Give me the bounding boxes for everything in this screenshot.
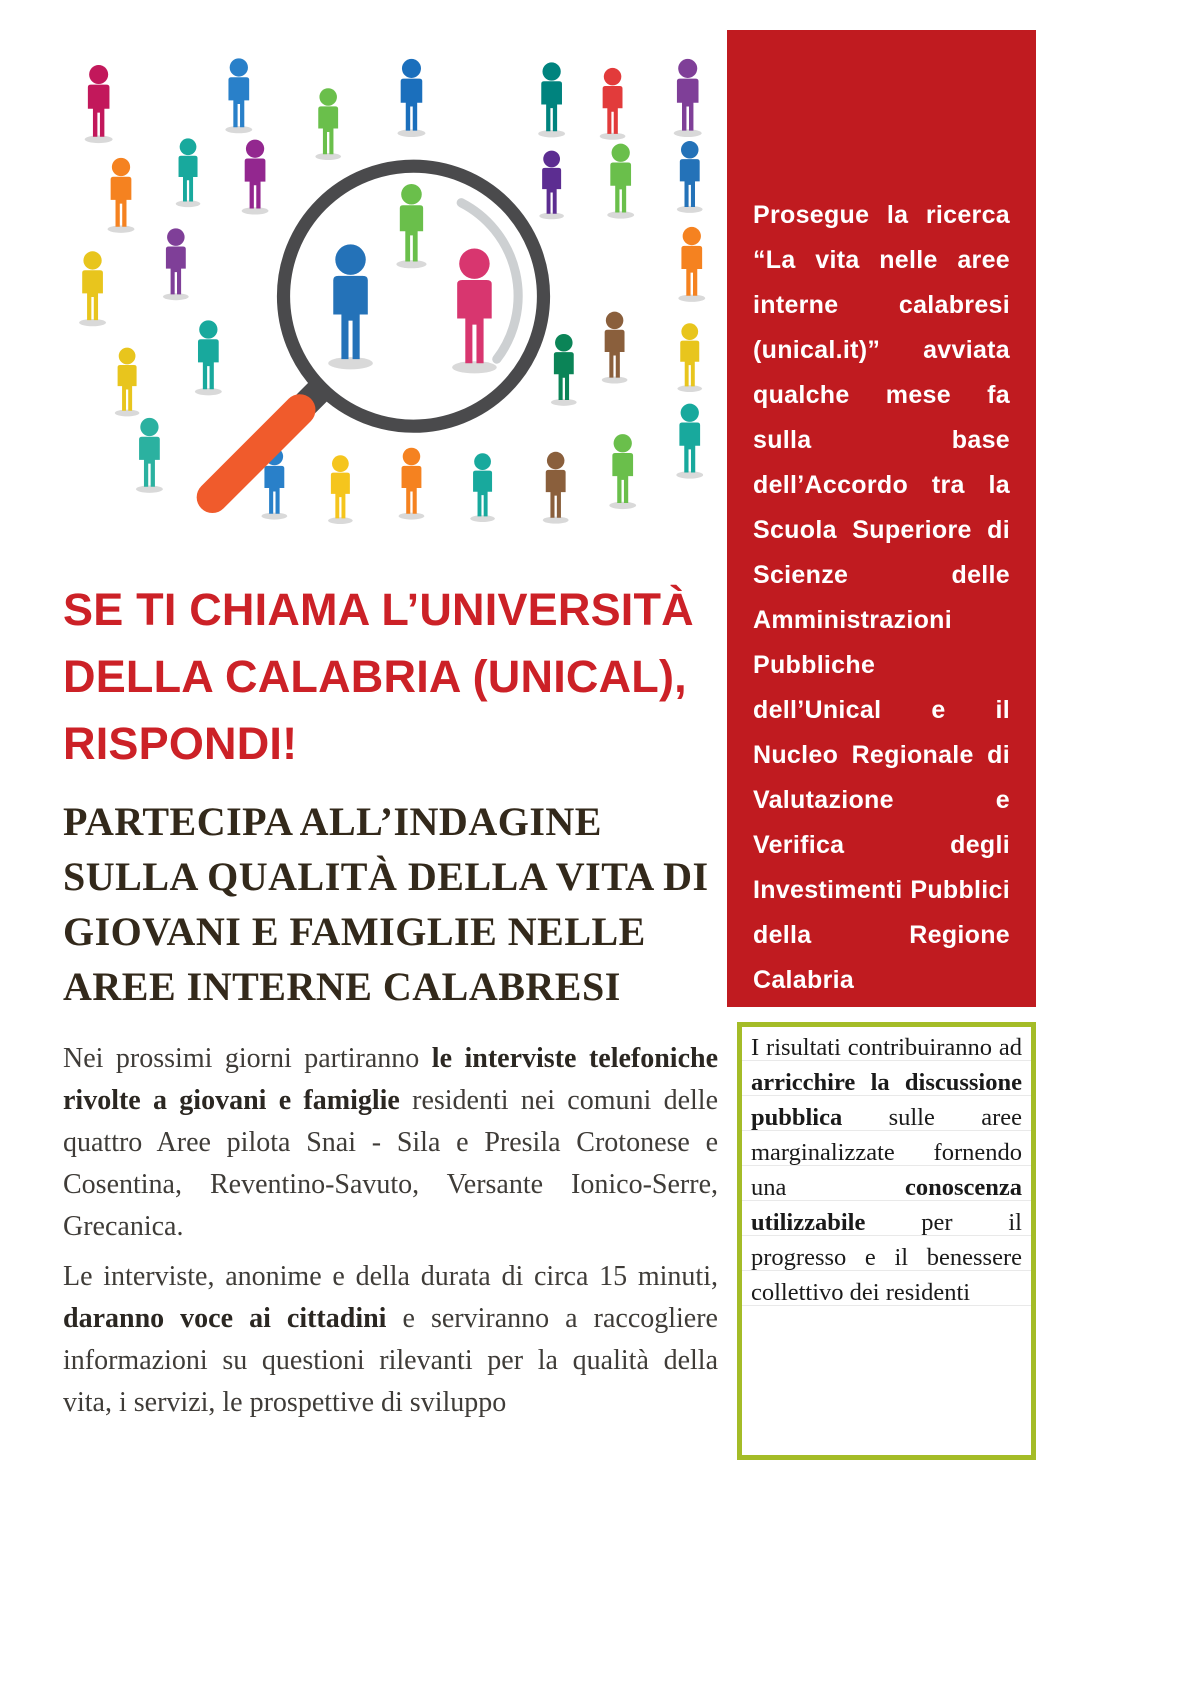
headline-red-line: SE TI CHIAMA L’UNIVERSITÀ — [63, 584, 694, 635]
person-figure-icon — [676, 404, 703, 479]
headline-dark — [63, 794, 709, 1014]
person-figure-icon — [108, 158, 135, 233]
plain-text: sulle aree marginalizzate fornendo una — [751, 1104, 1022, 1201]
person-figure-icon — [398, 59, 426, 137]
plain-text: Le interviste, anonime e della durata di circa 15 minuti, — [63, 1261, 718, 1292]
person-figure-icon — [225, 58, 252, 133]
person-figure-icon — [315, 88, 341, 160]
emphasis-text: le interviste telefoniche rivolte a giovani e famiglie — [63, 1043, 719, 1116]
headline-red-line: DELLA CALABRIA (UNICAL), — [63, 651, 687, 702]
research-info-panel — [727, 30, 1036, 1007]
person-figure-icon — [678, 227, 705, 302]
person-figure-icon — [677, 141, 703, 213]
people-figures — [79, 58, 705, 524]
plain-text: Nei prossimi giorni partiranno — [63, 1043, 432, 1074]
plain-text: I risultati contribuiranno ad — [751, 1034, 1022, 1061]
headline-dark-line: PARTECIPA ALL’INDAGINE — [63, 799, 602, 844]
results-box — [737, 1022, 1036, 1460]
person-figure-icon — [176, 138, 201, 207]
person-figure-icon — [539, 151, 564, 220]
person-figure-icon — [607, 144, 634, 219]
crowd-illustration-svg — [56, 30, 706, 538]
emphasis-text: arricchire la discussione pubblica — [751, 1069, 1022, 1131]
headline-dark-line: GIOVANI E FAMIGLIE NELLE — [63, 909, 646, 954]
person-figure-icon — [470, 453, 495, 522]
crowd-illustration — [56, 30, 706, 538]
person-figure-icon — [396, 184, 426, 268]
research-info-text: Prosegue la ricerca “La vita nelle aree interne calabresi (unical.it)” avviata qualche mese fa sulla base dell’Accordo tra la Scuola Superiore di Scienze delle Amministrazioni Pubbliche dell’Unical e il Nucleo Regionale di Valutazione e Verifica degli Investimenti Pubblici della Regione Calabria — [753, 201, 1010, 994]
person-figure-icon — [551, 334, 577, 406]
headline-dark-line: AREE INTERNE CALABRESI — [63, 964, 621, 1009]
results-text — [742, 1027, 1031, 1316]
person-figure-icon — [242, 140, 269, 215]
person-figure-icon — [600, 68, 626, 140]
person-figure-icon — [115, 348, 140, 417]
person-figure-icon — [602, 312, 628, 384]
person-figure-icon — [452, 248, 497, 373]
headline-dark-line: SULLA QUALITÀ DELLA VITA DI — [63, 854, 709, 899]
person-figure-icon — [677, 323, 702, 392]
person-figure-icon — [674, 59, 702, 137]
plain-text: per il progresso e il benessere collettivo dei residenti — [751, 1209, 1022, 1306]
person-figure-icon — [85, 65, 113, 143]
person-figure-icon — [399, 448, 425, 520]
person-figure-icon — [136, 418, 163, 493]
person-figure-icon — [328, 244, 373, 369]
person-figure-icon — [543, 452, 569, 524]
plain-text: e serviranno a raccogliere informazioni su questioni rilevanti per la qualità della vita, i servizi, le prospettive di sviluppo — [63, 1303, 718, 1418]
intro-paragraph — [63, 1038, 718, 1248]
person-figure-icon — [609, 434, 636, 509]
headline-red-line: RISPONDI! — [63, 718, 298, 769]
person-figure-icon — [163, 228, 189, 300]
plain-text: residenti nei comuni delle quattro Aree pilota Snai - Sila e Presila Crotonese e Cosentina, Reventino-Savuto, Versante Ionico-Serre, Grecanica. — [63, 1085, 718, 1242]
person-figure-icon — [195, 320, 222, 395]
person-figure-icon — [538, 62, 565, 137]
magnifying-glass-icon — [212, 166, 543, 497]
emphasis-text: daranno voce ai cittadini — [63, 1303, 387, 1334]
person-figure-icon — [328, 455, 353, 524]
person-figure-icon — [79, 251, 106, 326]
interviews-paragraph — [63, 1256, 718, 1424]
emphasis-text: conoscenza utilizzabile — [751, 1174, 1022, 1236]
headline-red — [63, 576, 694, 777]
